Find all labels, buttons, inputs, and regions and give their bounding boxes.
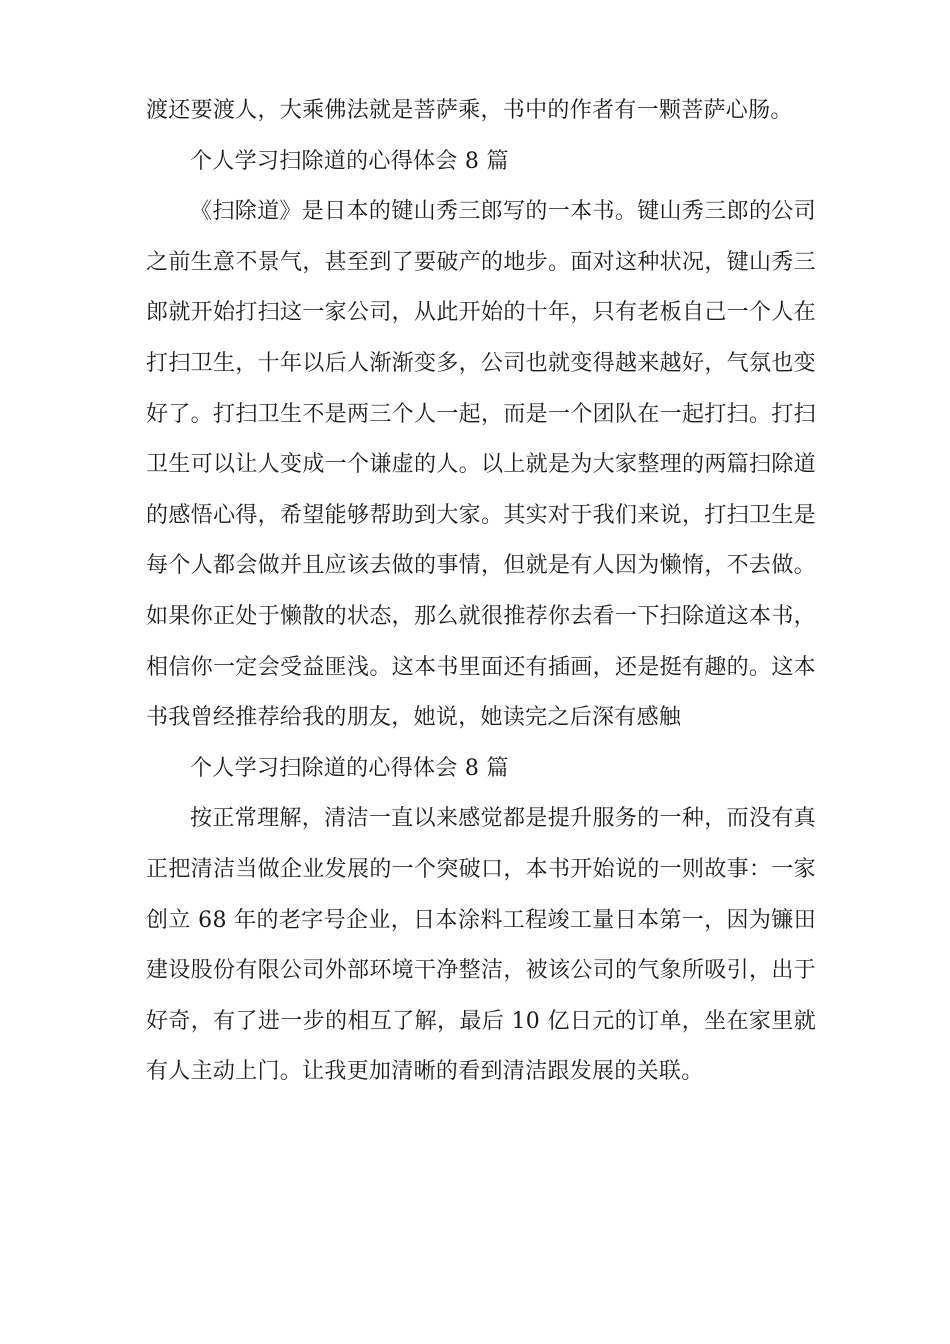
paragraph-continuation: 渡还要渡人，大乘佛法就是菩萨乘，书中的作者有一颗菩萨心肠。: [146, 98, 793, 123]
document-body: [146, 86, 816, 1098]
paragraph-body: 《扫除道》是日本的键山秀三郎写的一本书。键山秀三郎的公司之前生意不景气，甚至到了要破产的地步。面对这种状况，键山秀三郎就开始打扫这一家公司，从此开始的十年，只有老板自己一个人在打扫卫生，十年以后人渐渐变多，公司也就变得越来越好，气氛也变好了。打扫卫生不是两三个人一起，而是一个团队在一起打扫。打扫卫生可以让人变成一个谦虚的人。以上就是为大家整理的两篇扫除道的感悟心得，希望能够帮助到大家。其实对于我们来说，打扫卫生是每个人都会做并且应该去做的事情，但就是有人因为懒惰，不去做。如果你正处于懒散的状态，那么就很推荐你去看一下扫除道这本书，相信你一定会受益匪浅。这本书里面还有插画，还是挺有趣的。这本书我曾经推荐给我的朋友，她说，她读完之后深有感触: [146, 199, 816, 731]
section-heading: 个人学习扫除道的心得体会 8 篇: [190, 148, 509, 174]
paragraph-body: 按正常理解，清洁一直以来感觉都是提升服务的一种，而没有真正把清洁当做企业发展的一个突破口，本书开始说的一则故事：一家创立 68 年的老字号企业，日本涂料工程竣工量日本第一，因为镰田建设股份有限公司外部环境干净整洁，被该公司的气象所吸引，出于好奇，有了进一步的相互了解，最后 10 亿日元的订单，坐在家里就有人主动上门。让我更加清晰的看到清洁跟发展的关联。: [146, 806, 816, 1085]
section-heading: 个人学习扫除道的心得体会 8 篇: [190, 755, 509, 781]
